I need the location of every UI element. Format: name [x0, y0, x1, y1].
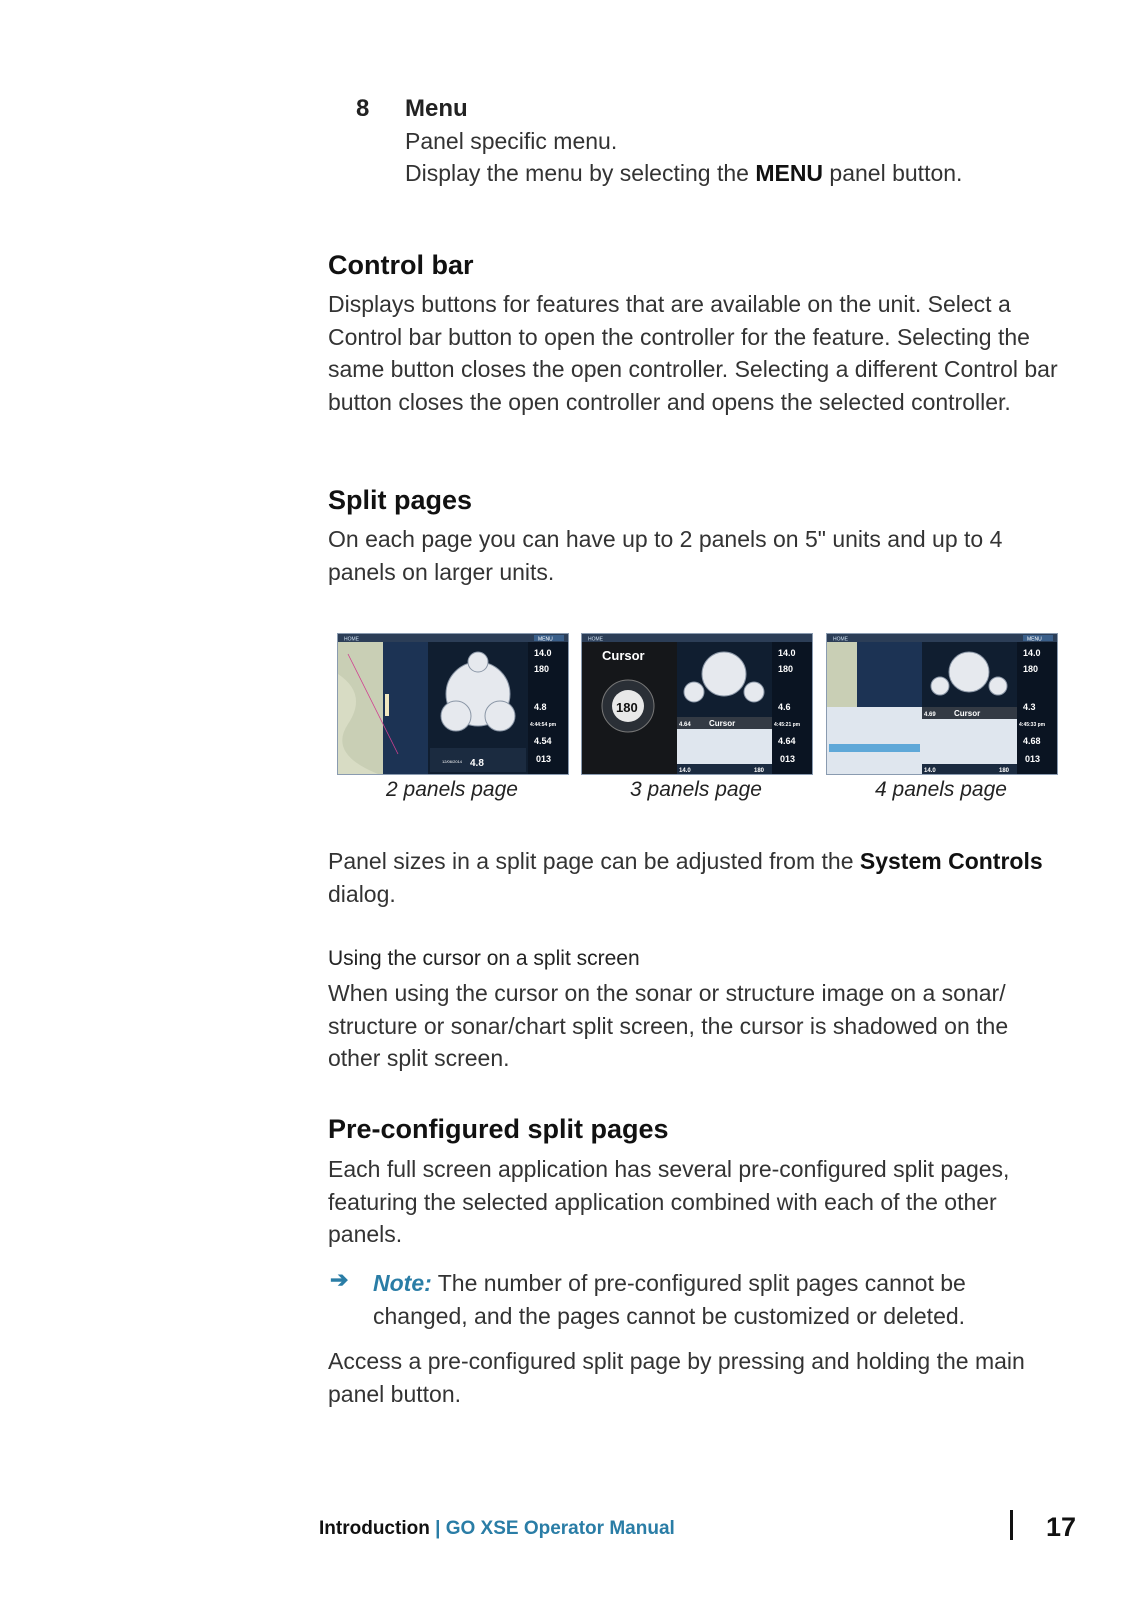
svg-text:4.69: 4.69 [924, 712, 936, 718]
home-label: HOME [344, 636, 359, 643]
svg-text:Cursor: Cursor [709, 719, 736, 728]
screenshot-3-panels [581, 633, 813, 775]
list-item-title: Menu [405, 95, 468, 122]
split-pages-paragraph: On each page you can have up to 2 panels on 5" units and up to 4 panels on larger units. [328, 526, 1003, 585]
svg-text:180: 180 [778, 664, 794, 674]
svg-text:013: 013 [780, 754, 796, 764]
figure-caption: 4 panels page [875, 778, 1007, 801]
svg-text:14.0: 14.0 [1023, 648, 1041, 658]
svg-text:4.64: 4.64 [778, 736, 796, 746]
preconfigured-paragraph: Each full screen application has several pre-configured split pages, featuring the selected application combined with each of the other panels. [328, 1156, 1010, 1247]
svg-text:HOME: HOME [588, 636, 603, 643]
list-item-instruction: Display the menu by selecting the MENU panel button. [405, 160, 963, 186]
screenshot-2-panels [337, 633, 569, 775]
svg-text:4.68: 4.68 [1023, 736, 1041, 746]
section-heading-split-pages: Split pages [328, 485, 473, 515]
svg-text:14.0: 14.0 [534, 648, 552, 658]
svg-text:HOME: HOME [833, 636, 848, 643]
figure-caption: 3 panels page [630, 778, 762, 801]
svg-text:4:45:33 pm: 4:45:33 pm [1019, 722, 1046, 728]
cursor-paragraph: When using the cursor on the sonar or structure image on a sonar/ structure or sonar/chart split screen, the cursor is shadowed on the other split screen. [328, 980, 1009, 1071]
figure-caption: 2 panels page [386, 778, 518, 801]
list-item-number: 8 [356, 95, 370, 122]
panel-sizes-paragraph: Panel sizes in a split page can be adjusted from the System Controls dialog. [328, 848, 1043, 907]
svg-text:14.0: 14.0 [924, 768, 936, 774]
svg-text:180: 180 [534, 664, 550, 674]
svg-text:4.64: 4.64 [679, 722, 691, 728]
note-paragraph: Note: The number of pre-configured split pages cannot be changed, and the pages cannot be customized or deleted. [373, 1270, 966, 1329]
svg-text:4:44:54 pm: 4:44:54 pm [530, 722, 557, 728]
svg-text:4:45:21 pm: 4:45:21 pm [774, 722, 801, 728]
svg-text:013: 013 [1025, 754, 1041, 764]
menu-label: MENU [538, 636, 553, 643]
page-number: 17 [1046, 1512, 1077, 1542]
access-paragraph: Access a pre-configured split page by pressing and holding the main panel button. [328, 1348, 1025, 1407]
svg-text:MENU: MENU [1027, 636, 1042, 643]
svg-text:12/06/2014: 12/06/2014 [442, 759, 463, 764]
svg-text:4.3: 4.3 [1023, 702, 1036, 712]
svg-text:4.54: 4.54 [534, 736, 552, 746]
svg-text:180: 180 [754, 768, 765, 774]
section-heading-control-bar: Control bar [328, 250, 474, 280]
list-item-description: Panel specific menu. [405, 128, 618, 154]
svg-text:4.6: 4.6 [778, 702, 791, 712]
footer-title: Introduction | GO XSE Operator Manual [319, 1518, 675, 1539]
subheading-cursor-split-screen: Using the cursor on a split screen [328, 947, 640, 970]
svg-text:Cursor: Cursor [954, 709, 981, 718]
control-bar-paragraph: Displays buttons for features that are available on the unit. Select a Control bar button to open the controller for the feature. Selecting the same button closes the open controller. Selecting a different Control bar button closes the open controller and opens the selected controller. [328, 291, 1058, 415]
section-heading-preconfigured: Pre-configured split pages [328, 1114, 669, 1144]
svg-text:013: 013 [536, 754, 552, 764]
footer-divider [1010, 1510, 1013, 1540]
svg-text:180: 180 [1023, 664, 1039, 674]
svg-text:14.0: 14.0 [679, 768, 691, 774]
svg-text:4.8: 4.8 [534, 702, 547, 712]
screenshot-4-panels [826, 633, 1058, 775]
svg-text:Cursor: Cursor [602, 648, 645, 663]
svg-text:180: 180 [616, 700, 638, 715]
svg-text:4.8: 4.8 [470, 758, 484, 769]
svg-text:14.0: 14.0 [778, 648, 796, 658]
svg-text:180: 180 [999, 768, 1010, 774]
note-arrow-icon: ➔ [330, 1267, 349, 1292]
